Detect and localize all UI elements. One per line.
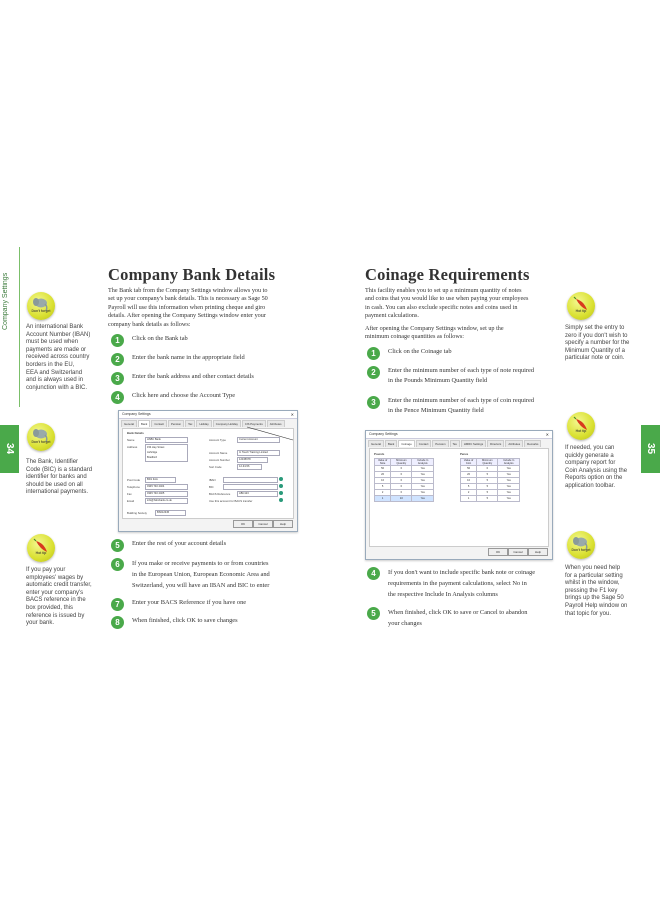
account-number-label: Account Number bbox=[209, 458, 230, 462]
address-label: Address bbox=[127, 445, 138, 449]
column-header: Include In Analysis bbox=[412, 459, 434, 466]
address-input[interactable]: 154 Hay Street Ashridge Bradford bbox=[145, 444, 188, 462]
column-header: Minimum Quantity bbox=[477, 459, 498, 466]
right-intro-2: After opening the Company Settings window, set up the minimum coinage quantities as follows: bbox=[365, 325, 504, 341]
info-icon[interactable] bbox=[279, 477, 283, 481]
bank-name-input[interactable]: HSBC Bank bbox=[145, 437, 188, 443]
account-type-label: Account Type bbox=[209, 438, 226, 442]
page-number-left: 34 bbox=[0, 425, 19, 473]
right-step: 1 Click on the Coinage tab bbox=[367, 347, 452, 360]
tab-hmrc-settings[interactable]: HMRC Settings bbox=[461, 440, 486, 447]
chilli-icon bbox=[567, 412, 595, 440]
fax-label: Fax bbox=[127, 492, 132, 496]
window-title: Company Settings ✕ bbox=[366, 431, 552, 439]
right-step: 3 Enter the minimum number of each type of coin required in the Pence Minimum Quantity field bbox=[367, 396, 534, 415]
name-label: Name bbox=[127, 438, 135, 442]
section-heading: Bank Details bbox=[127, 431, 144, 435]
pence-heading: Pence bbox=[460, 452, 469, 456]
table-row[interactable]: 2 5 Yes bbox=[461, 490, 520, 496]
building-society-input[interactable]: BS012345 bbox=[155, 510, 186, 516]
email-input[interactable]: info@hsbcbank.co.uk bbox=[145, 498, 188, 504]
tab-tax[interactable]: Tax bbox=[185, 420, 195, 427]
dont-forget-badge: Don't forget bbox=[27, 292, 55, 320]
tab-tax[interactable]: Tax bbox=[450, 440, 460, 447]
side-note: An international Bank Account Number (IBAN) must be used when payments are made or received across country borders in the EU, EEA and Switzerland and is always used in conjunction with a BIC. bbox=[26, 324, 91, 391]
tab-coinage[interactable]: Coinage bbox=[398, 440, 414, 447]
left-step: 1 Click on the Bank tab bbox=[111, 334, 188, 347]
cancel-button[interactable]: Cancel bbox=[253, 520, 273, 528]
tab-attributes[interactable]: Attributes bbox=[505, 440, 523, 447]
left-step: 6 If you make or receive payments to or from countries in the European Union, European Economic Area and Switzerland, you will have an IBAN and BIC to enter bbox=[111, 558, 270, 591]
info-icon[interactable] bbox=[279, 498, 283, 502]
callout-arrow bbox=[243, 425, 295, 441]
table-row[interactable]: 50 0 Yes bbox=[461, 466, 520, 472]
table-row[interactable]: 20 0 Yes bbox=[375, 472, 434, 478]
tab-pension[interactable]: Pension bbox=[168, 420, 184, 427]
step-number: 3 bbox=[367, 396, 380, 409]
hot-tip-badge: Hot tip bbox=[567, 292, 595, 320]
right-step: 5 When finished, click OK to save or Cancel to abandon your changes bbox=[367, 607, 528, 629]
table-row[interactable]: 50 0 Yes bbox=[375, 466, 434, 472]
bacs-reference-label: BACS Reference bbox=[209, 492, 231, 496]
left-step: 2 Enter the bank name in the appropriate field bbox=[111, 353, 245, 366]
step-number: 7 bbox=[111, 598, 124, 611]
table-row[interactable]: 1 10 Yes bbox=[375, 496, 434, 502]
dont-forget-badge: Don't forget bbox=[27, 423, 55, 451]
step-number: 1 bbox=[367, 347, 380, 360]
info-icon[interactable] bbox=[279, 491, 283, 495]
account-name-input[interactable]: In Touch Training Limited bbox=[237, 450, 280, 456]
step-number: 3 bbox=[111, 372, 124, 385]
step-number: 4 bbox=[111, 391, 124, 404]
pence-table bbox=[460, 458, 520, 502]
sort-code-label: Sort Code bbox=[209, 465, 222, 469]
building-society-label: Building Society bbox=[127, 511, 147, 515]
table-row[interactable]: 10 5 Yes bbox=[461, 478, 520, 484]
section-label: Company Settings bbox=[2, 272, 9, 330]
postcode-input[interactable]: BD1 3AA bbox=[145, 477, 176, 483]
tab-bank[interactable]: Bank bbox=[138, 420, 150, 427]
tab-contact[interactable]: Contact bbox=[416, 440, 432, 447]
tab-pension[interactable]: Pension bbox=[432, 440, 448, 447]
tab-contact[interactable]: Contact bbox=[151, 420, 167, 427]
right-step: 2 Enter the minimum number of each type of note required in the Pounds Minimum Quantity field bbox=[367, 366, 534, 385]
tab-attributes[interactable]: Attributes bbox=[267, 420, 285, 427]
tab-company-holiday[interactable]: Company Holiday bbox=[213, 420, 241, 427]
bic-input[interactable] bbox=[223, 484, 278, 490]
side-note: If needed, you can quickly generate a company report for Coin Analysis using the Reports option on the application toolbar. bbox=[565, 445, 628, 489]
company-settings-coinage-screenshot bbox=[365, 430, 553, 560]
column-header: Value of Note bbox=[375, 459, 391, 466]
chilli-icon bbox=[27, 534, 55, 562]
pounds-table bbox=[374, 458, 434, 502]
account-type-select[interactable]: Current Account bbox=[237, 437, 280, 443]
ok-button[interactable]: OK bbox=[233, 520, 253, 528]
elephant-icon bbox=[567, 531, 595, 559]
cancel-button[interactable]: Cancel bbox=[508, 548, 528, 556]
telephone-input[interactable]: 0345 740 4404 bbox=[145, 484, 188, 490]
left-step: 7 Enter your BACS Reference if you have one bbox=[111, 598, 246, 611]
tab-general[interactable]: General bbox=[368, 440, 384, 447]
tab-directors[interactable]: Directors bbox=[487, 440, 504, 447]
step-number: 2 bbox=[367, 366, 380, 379]
right-intro: This facility enables you to set up a minimum quantity of notes and coins that you would like to use when paying your employees in cash. You can also exclude specific notes and coins used in payment calculations. bbox=[365, 287, 529, 320]
help-button[interactable]: Help bbox=[273, 520, 293, 528]
right-step: 4 If you don't want to include specific bank note or coinage requirements in the payment calculations, select No in the respective Include In Analysis columns bbox=[367, 567, 535, 600]
side-note: If you pay your employees' wages by automatic credit transfer, enter your company's BACS reference in the box provided, this reference is issued by your bank. bbox=[26, 567, 92, 627]
fax-input[interactable]: 0345 740 4405 bbox=[145, 491, 188, 497]
pounds-heading: Pounds bbox=[374, 452, 385, 456]
step-number: 5 bbox=[367, 607, 380, 620]
table-row[interactable]: 10 0 Yes bbox=[375, 478, 434, 484]
company-settings-bank-screenshot bbox=[118, 410, 298, 532]
info-icon[interactable] bbox=[279, 484, 283, 488]
hot-tip-badge: Hot tip bbox=[567, 412, 595, 440]
table-row[interactable]: 5 5 Yes bbox=[461, 484, 520, 490]
side-note: Simply set the entry to zero if you don't wish to specify a number for the Minimum Quantity of a particular note or coin. bbox=[565, 325, 630, 362]
bic-label: BIC bbox=[209, 485, 214, 489]
elephant-icon bbox=[27, 292, 55, 320]
column-header: Include In Analysis bbox=[498, 459, 520, 466]
close-icon[interactable]: ✕ bbox=[545, 432, 549, 437]
table-row[interactable]: 2 0 Yes bbox=[375, 490, 434, 496]
tab-holiday[interactable]: Holiday bbox=[196, 420, 211, 427]
close-icon[interactable]: ✕ bbox=[290, 412, 294, 417]
tab-remarks[interactable]: Remarks bbox=[524, 440, 541, 447]
hot-tip-badge: Hot tip bbox=[27, 534, 55, 562]
tab-general[interactable]: General bbox=[121, 420, 137, 427]
step-number: 6 bbox=[111, 558, 124, 571]
elephant-icon bbox=[27, 423, 55, 451]
left-page-title: Company Bank Details bbox=[108, 265, 276, 284]
table-row[interactable]: 5 0 Yes bbox=[375, 484, 434, 490]
step-number: 4 bbox=[367, 567, 380, 580]
postcode-label: Post Code bbox=[127, 478, 141, 482]
bacs-reference-input[interactable]: ABC123 bbox=[237, 491, 278, 497]
bacs-note: Use this account for BACS transfer bbox=[209, 499, 253, 503]
page-number-right: 35 bbox=[641, 425, 660, 473]
ok-button[interactable]: OK bbox=[488, 548, 508, 556]
dialog-body bbox=[122, 428, 294, 519]
tab-bar bbox=[366, 439, 552, 447]
account-number-input[interactable]: 12345678 bbox=[237, 457, 268, 463]
window-title: Company Settings ✕ bbox=[119, 411, 297, 419]
iban-label: IBAN bbox=[209, 478, 216, 482]
chilli-icon bbox=[567, 292, 595, 320]
help-button[interactable]: Help bbox=[528, 548, 548, 556]
side-note: The Bank, Identifier Code (BIC) is a standard identifier for banks and should be used on all international payments. bbox=[26, 459, 93, 496]
left-step: 3 Enter the bank address and other contact details bbox=[111, 372, 254, 385]
left-step: 8 When finished, click OK to save changes bbox=[111, 616, 238, 629]
tab-bank[interactable]: Bank bbox=[385, 440, 397, 447]
iban-input[interactable] bbox=[223, 477, 278, 483]
step-number: 8 bbox=[111, 616, 124, 629]
step-number: 1 bbox=[111, 334, 124, 347]
table-row[interactable]: 20 5 Yes bbox=[461, 472, 520, 478]
step-number: 2 bbox=[111, 353, 124, 366]
telephone-label: Telephone bbox=[127, 485, 140, 489]
left-step: 5 Enter the rest of your account details bbox=[111, 539, 226, 552]
table-row[interactable]: 1 5 Yes bbox=[461, 496, 520, 502]
step-number: 5 bbox=[111, 539, 124, 552]
account-name-label: Account Name bbox=[209, 451, 228, 455]
dont-forget-badge: Don't forget bbox=[567, 531, 595, 559]
tab-cis-payments[interactable]: CIS Payments bbox=[242, 420, 266, 427]
dialog-body bbox=[369, 448, 549, 547]
column-header: Value of Coin bbox=[461, 459, 477, 466]
side-note: When you need help for a particular setting whilst in the window, pressing the F1 key brings up the Sage 50 Payroll Help window on that topic for you. bbox=[565, 565, 628, 617]
left-intro: The Bank tab from the Company Settings window allows you to set up your company's bank details. This is necessary as Sage 50 Payroll will use this information when printing cheque and giro details. After opening the Company Settings window enter your company bank details as follows: bbox=[108, 287, 268, 328]
email-label: Email bbox=[127, 499, 134, 503]
left-step: 4 Click here and choose the Account Type bbox=[111, 391, 235, 404]
column-header: Minimum Quantity bbox=[391, 459, 412, 466]
sort-code-input[interactable]: 12-34-56 bbox=[237, 464, 262, 470]
right-page-title: Coinage Requirements bbox=[365, 265, 530, 284]
